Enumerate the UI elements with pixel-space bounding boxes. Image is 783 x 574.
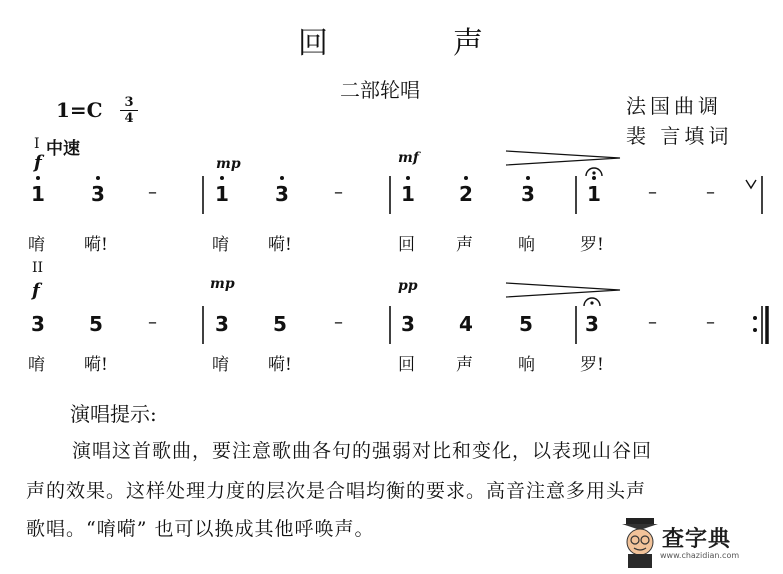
meter-top: 3 bbox=[124, 95, 134, 110]
lyric: 罗! bbox=[580, 235, 604, 255]
meter-bottom: 4 bbox=[124, 111, 134, 126]
lyric: 响 bbox=[518, 235, 535, 255]
lyric: 唷 bbox=[212, 355, 229, 375]
note: 3 bbox=[272, 182, 292, 206]
note: 4 bbox=[459, 312, 473, 336]
lyric: 嗬! bbox=[84, 355, 108, 375]
dynamic-p1-1: f bbox=[34, 152, 42, 173]
note: 2 bbox=[456, 182, 476, 206]
dynamic-p1-3: mf bbox=[398, 150, 419, 166]
lyric: 回 bbox=[398, 355, 415, 375]
tempo-marking: 中速 bbox=[46, 139, 80, 159]
note: 3 bbox=[401, 312, 415, 336]
note: 1 bbox=[28, 182, 48, 206]
note: 3 bbox=[88, 182, 108, 206]
title-char-1: 回 bbox=[297, 26, 330, 61]
lyric: 响 bbox=[518, 355, 535, 375]
note: 5 bbox=[519, 312, 533, 336]
dynamic-p2-2: mp bbox=[210, 276, 235, 292]
note: 5 bbox=[273, 312, 287, 336]
mascot-logo-icon bbox=[622, 518, 658, 568]
dash: – bbox=[334, 182, 343, 203]
subtitle: 二部轮唱 bbox=[340, 78, 420, 102]
dynamic-p2-3: pp bbox=[398, 278, 418, 294]
note: 5 bbox=[89, 312, 103, 336]
lyric: 唷 bbox=[28, 235, 45, 255]
title-char-2: 声 bbox=[453, 26, 486, 61]
hint-line-3: 歌唱。“唷嗬” 也可以换成其他呼唤声。 bbox=[26, 518, 375, 540]
decrescendo-hairpin bbox=[506, 151, 620, 165]
lyric: 嗬! bbox=[268, 235, 292, 255]
lyric: 回 bbox=[398, 235, 415, 255]
dash: – bbox=[648, 182, 657, 203]
credit-lyrics: 裴 言填词 bbox=[626, 124, 733, 148]
key-signature: 1=C bbox=[56, 98, 103, 122]
repeat-dot bbox=[753, 328, 757, 332]
watermark-name: 查字典 bbox=[662, 527, 732, 552]
note: 1 bbox=[584, 182, 604, 206]
lyric: 罗! bbox=[580, 355, 604, 375]
note: 3 bbox=[215, 312, 229, 336]
watermark-url: www.chazidian.com bbox=[660, 551, 740, 560]
dynamic-p1-2: mp bbox=[216, 156, 241, 172]
lyric: 唷 bbox=[28, 355, 45, 375]
note: 1 bbox=[212, 182, 232, 206]
decrescendo-hairpin bbox=[506, 283, 620, 297]
breath-mark bbox=[746, 180, 756, 188]
dash: – bbox=[648, 312, 657, 333]
hint-line-2: 声的效果。这样处理力度的层次是合唱均衡的要求。高音注意多用头声 bbox=[26, 480, 647, 502]
lyric: 声 bbox=[456, 235, 473, 255]
part-1-label: I bbox=[34, 136, 40, 152]
part-2-label: II bbox=[32, 260, 44, 276]
dash: – bbox=[334, 312, 343, 333]
hint-heading: 演唱提示: bbox=[70, 402, 157, 426]
dash: – bbox=[148, 182, 157, 203]
note: 3 bbox=[31, 312, 45, 336]
lyric: 嗬! bbox=[84, 235, 108, 255]
note: 1 bbox=[398, 182, 418, 206]
note: 3 bbox=[585, 312, 599, 336]
dash: – bbox=[706, 312, 715, 333]
lyric: 唷 bbox=[212, 235, 229, 255]
credit-music: 法国曲调 bbox=[626, 94, 722, 118]
dash: – bbox=[148, 312, 157, 333]
repeat-dot bbox=[753, 316, 757, 320]
hint-line-1: 演唱这首歌曲，要注意歌曲各句的强弱对比和变化，以表现山谷回 bbox=[72, 440, 653, 462]
lyric: 声 bbox=[456, 355, 473, 375]
note: 3 bbox=[518, 182, 538, 206]
lyric: 嗬! bbox=[268, 355, 292, 375]
dash: – bbox=[706, 182, 715, 203]
dynamic-p2-1: f bbox=[32, 280, 40, 301]
